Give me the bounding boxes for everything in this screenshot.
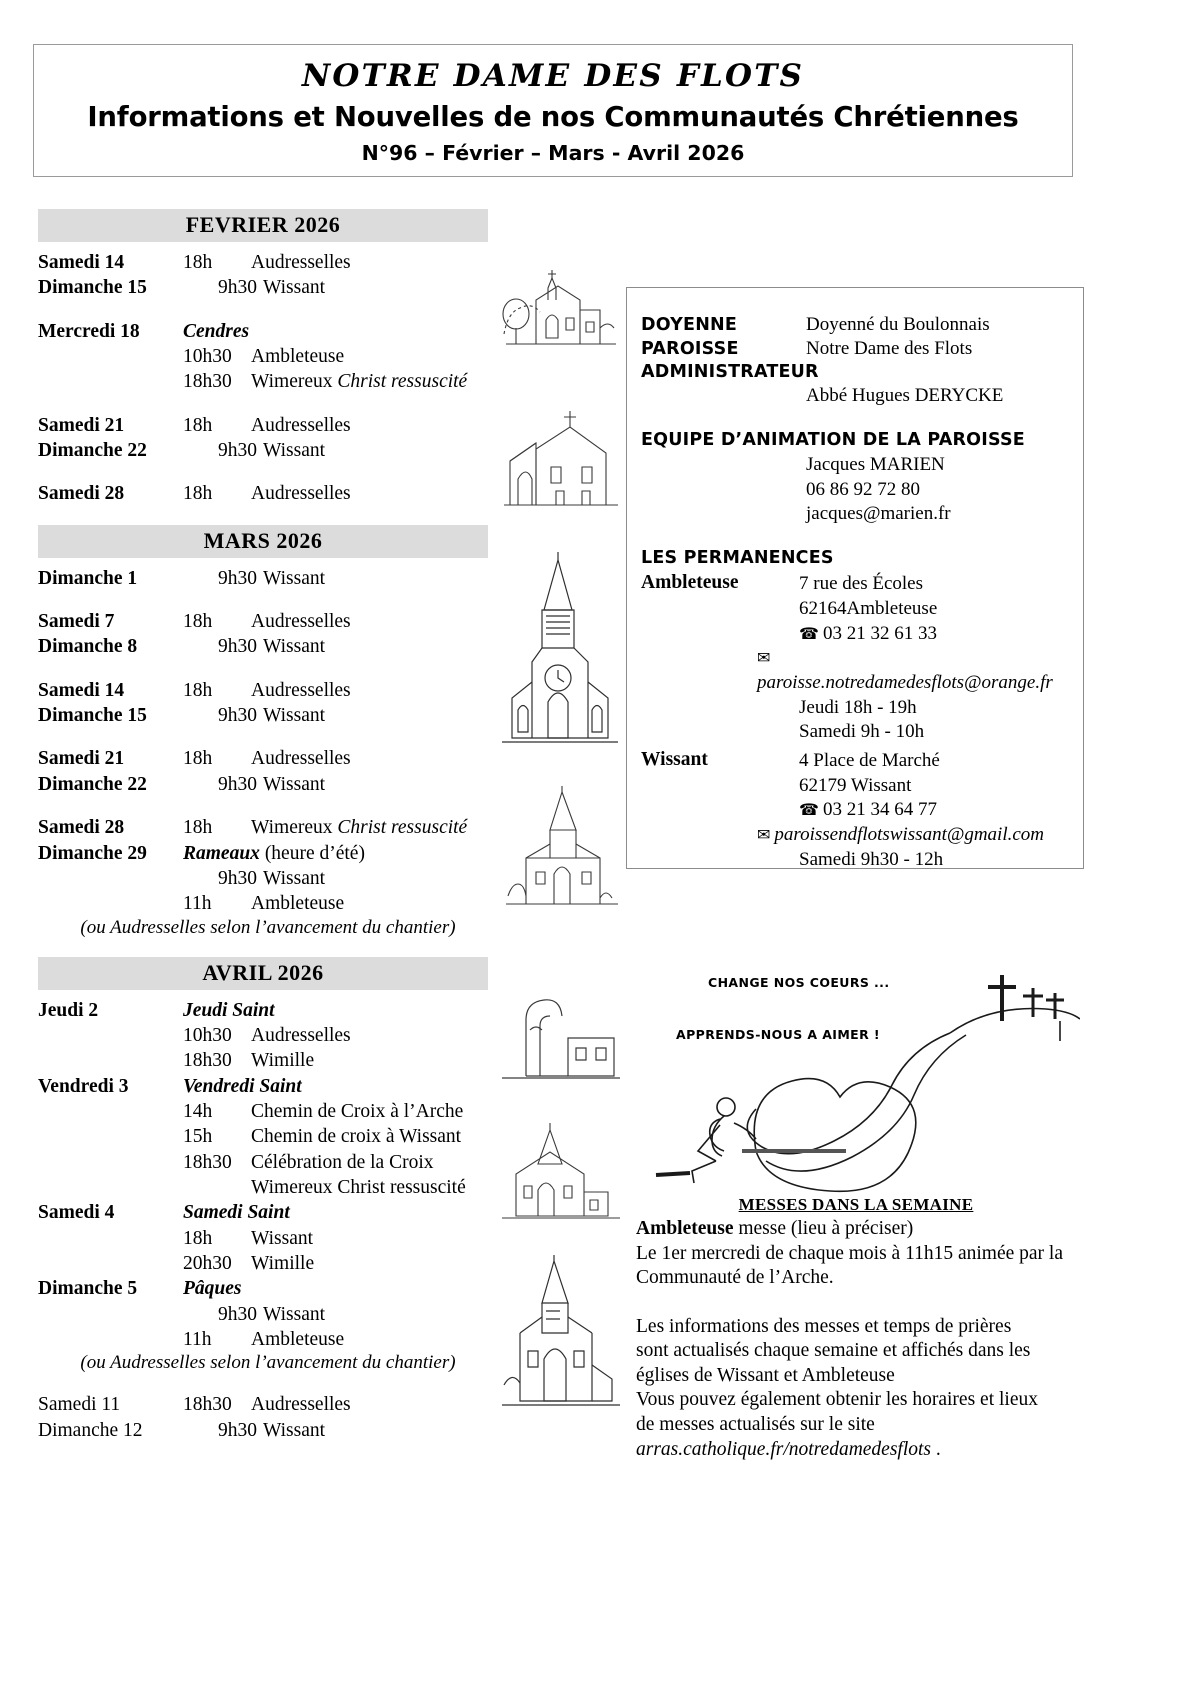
schedule-place: Audresselles (251, 414, 351, 436)
schedule-row (38, 703, 488, 728)
schedule-day: Dimanche 22 (38, 773, 147, 795)
weekly-info-line4: Vous pouvez également obtenir les horaires et lieux (636, 1389, 1038, 1411)
schedule-group (38, 413, 488, 464)
schedule-time: 18h (183, 252, 213, 273)
schedule-time: 18h30 (183, 1050, 232, 1072)
envelope-icon: ✉ (757, 650, 771, 668)
schedule-row (38, 1392, 488, 1417)
schedule-day: Dimanche 12 (38, 1419, 143, 1441)
illustration-caption-left: APPRENDS-NOUS A AIMER ! (676, 1027, 880, 1042)
weekly-mass-section (636, 1195, 1076, 1462)
schedule-feast-suffix: (heure d’été) (259, 842, 365, 864)
schedule-row (38, 250, 488, 275)
schedule-row (38, 866, 488, 891)
masthead (33, 44, 1073, 177)
equipe-line: Jacques MARIEN (806, 454, 945, 476)
weekly-mass-lead-bold: Ambleteuse (636, 1218, 734, 1239)
schedule-row (38, 369, 488, 394)
permanence-address-line2: 62179 Wissant (799, 774, 912, 796)
schedule-time: 10h30 (183, 346, 232, 368)
schedule-day: Dimanche 1 (38, 567, 138, 589)
schedule-time: 15h (183, 1126, 213, 1148)
schedule-place: Wimereux Christ ressuscité (251, 371, 468, 393)
schedule-row (38, 1302, 488, 1327)
permanence-address-line2: 62164Ambleteuse (799, 597, 938, 619)
schedule-row (38, 772, 488, 797)
schedule-time: 9h30 (218, 1303, 257, 1325)
weekly-mass-line2: Le 1er mercredi de chaque mois à 11h15 animée par la (636, 1242, 1064, 1264)
schedule-place: Wimille (251, 1252, 315, 1274)
schedule-feast-title: Vendredi Saint (183, 1075, 302, 1097)
schedule-feast-title: Samedi Saint (183, 1202, 290, 1224)
schedule-place: Wimereux Christ ressuscité (251, 1176, 466, 1198)
schedule-place: Audresselles (251, 748, 351, 770)
heart-path-illustration (650, 955, 1080, 1205)
schedule-day: Jeudi 2 (38, 999, 99, 1021)
month-band: MARS 2026 (38, 525, 488, 558)
permanence-address-line1: 7 rue des Écoles (799, 573, 923, 595)
schedule-place: Ambleteuse (251, 893, 345, 915)
permanence-phone-line (799, 798, 1044, 823)
phone-icon: ☎ (799, 802, 823, 820)
doyenne-value: Doyenné du Boulonnais (806, 314, 990, 335)
schedule-row (38, 609, 488, 634)
weekly-info-line2: sont actualisés chaque semaine et affichés dans les (636, 1340, 1031, 1362)
schedule-row (38, 1099, 488, 1124)
schedule-time: 18h (183, 748, 213, 770)
schedule-time: 18h (183, 414, 213, 436)
schedule-place: Chemin de croix à Wissant (251, 1126, 462, 1148)
permanence-address-line1: 4 Place de Marché (799, 750, 940, 772)
schedule-group (38, 815, 488, 938)
schedule-place: Célébration de la Croix (251, 1151, 434, 1173)
permanence-email-line (757, 646, 1069, 695)
doyenne-label: DOYENNE (641, 315, 738, 335)
schedule-time: 9h30 (218, 1419, 257, 1441)
schedule-place: Wissant (263, 867, 326, 889)
permanence-email[interactable]: paroissendflotswissant@gmail.com (774, 824, 1045, 846)
schedule-row (38, 1048, 488, 1073)
schedule-feast-title: Pâques (183, 1278, 242, 1300)
weekly-mass-lead-rest: messe (lieu à préciser) (733, 1218, 914, 1239)
schedule-group (38, 746, 488, 797)
illustration-caption-top: CHANGE NOS COEURS ... (708, 975, 890, 990)
schedule-row (38, 678, 488, 703)
schedule-row (38, 1124, 488, 1149)
permanence-phone: 03 21 34 64 77 (822, 799, 937, 821)
schedule-feast-title: Rameaux (183, 842, 260, 864)
page-subtitle: Informations et Nouvelles de nos Communautés Chrétiennes (87, 101, 1019, 133)
phone-icon: ☎ (799, 625, 823, 643)
schedule-place-note: Christ ressuscité (332, 817, 468, 839)
church-sketch-6 (496, 1255, 624, 1415)
schedule-row (38, 1251, 488, 1276)
permanence-name: Ambleteuse (641, 572, 739, 594)
schedule-row (38, 841, 488, 866)
schedule-day: Samedi 21 (38, 748, 125, 770)
schedule-time: 18h (183, 483, 213, 505)
schedule-row (38, 1200, 488, 1225)
weekly-info-line3: églises de Wissant et Ambleteuse (636, 1364, 895, 1386)
issue-line: N°96 – Février – Mars - Avril 2026 (361, 141, 745, 165)
schedule-place: Wissant (251, 1227, 314, 1249)
permanences-label: LES PERMANENCES (641, 548, 834, 569)
permanence-name: Wissant (641, 749, 708, 771)
schedule-group (38, 566, 488, 591)
schedule-group (38, 998, 488, 1375)
weekly-info-site-line (636, 1438, 1076, 1463)
website-link[interactable]: arras.catholique.fr/notredamedesflots (636, 1438, 932, 1460)
schedule-time: 18h30 (183, 1151, 232, 1173)
schedule-time: 14h (183, 1100, 213, 1122)
schedule-place: Chemin de Croix à l’Arche (251, 1100, 464, 1122)
church-sketch-3 (496, 552, 624, 752)
schedule-feast-title: Cendres (183, 320, 250, 342)
equipe-label: EQUIPE D’ANIMATION DE LA PAROISSE (641, 430, 1025, 451)
schedule-time: 18h (183, 679, 213, 701)
schedule-day: Samedi 14 (38, 679, 125, 701)
schedule-day: Samedi 11 (38, 1394, 121, 1416)
schedule-group (38, 678, 488, 729)
permanences-list (641, 572, 1069, 872)
schedule-place: Audresselles (251, 679, 351, 701)
schedule-row (38, 891, 488, 916)
schedule-day: Dimanche 15 (38, 705, 147, 727)
permanence-details (757, 572, 1069, 745)
schedule-row (38, 344, 488, 369)
schedule-note: (ou Audresselles selon l’avancement du chantier) (80, 1352, 456, 1374)
schedule-row (38, 481, 488, 506)
permanence-hours: Samedi 9h - 10h (799, 721, 925, 743)
schedule-day: Mercredi 18 (38, 320, 140, 342)
schedule-row (38, 1327, 488, 1352)
schedule-row (38, 275, 488, 300)
administrateur-value: Abbé Hugues DERYCKE (806, 385, 1004, 406)
schedule-row (38, 634, 488, 659)
parish-info-box (626, 287, 1084, 869)
schedule-row (38, 566, 488, 591)
paroisse-label: PAROISSE (641, 339, 739, 359)
permanence-phone: 03 21 32 61 33 (822, 622, 937, 644)
schedule-feast-title: Jeudi Saint (183, 999, 275, 1021)
permanence-hours: Samedi 9h30 - 12h (799, 848, 944, 870)
schedule-time: 18h30 (183, 1394, 232, 1416)
weekly-mass-title: MESSES DANS LA SEMAINE (738, 1195, 974, 1214)
schedule-row (38, 413, 488, 438)
church-sketch-1 (496, 248, 624, 358)
weekly-mass-line3: Communauté de l’Arche. (636, 1267, 834, 1289)
mass-schedule (38, 209, 488, 1461)
schedule-place: Ambleteuse (251, 346, 345, 368)
schedule-day: Dimanche 5 (38, 1278, 138, 1300)
permanence-details (757, 749, 1045, 872)
permanence-hours: Jeudi 18h - 19h (799, 696, 917, 718)
schedule-day: Samedi 4 (38, 1202, 115, 1224)
schedule-place: Wissant (263, 567, 326, 589)
equipe-line: 06 86 92 72 80 (806, 478, 920, 500)
schedule-time: 9h30 (218, 705, 257, 727)
administrateur-label: ADMINISTRATEUR (641, 362, 819, 382)
schedule-place: Audresselles (251, 483, 351, 505)
schedule-time: 9h30 (218, 867, 257, 889)
schedule-day: Samedi 28 (38, 817, 125, 839)
schedule-time: 9h30 (218, 440, 257, 462)
schedule-place: Wimille (251, 1050, 315, 1072)
schedule-place: Wissant (263, 1303, 326, 1325)
website-suffix: . (931, 1438, 941, 1460)
schedule-group (38, 609, 488, 660)
paroisse-value: Notre Dame des Flots (806, 338, 973, 359)
schedule-day: Dimanche 29 (38, 842, 147, 864)
schedule-note: (ou Audresselles selon l’avancement du chantier) (80, 916, 456, 938)
month-band: AVRIL 2026 (38, 957, 488, 990)
schedule-day: Samedi 14 (38, 252, 125, 273)
church-sketch-2 (496, 405, 624, 515)
schedule-place: Wissant (263, 440, 326, 462)
schedule-row (38, 1074, 488, 1099)
weekly-info-line1: Les informations des messes et temps de prières (636, 1315, 1012, 1337)
schedule-group (38, 1392, 488, 1443)
schedule-row (38, 746, 488, 771)
schedule-row (38, 319, 488, 344)
schedule-group (38, 481, 488, 506)
info-row-administrateur (641, 362, 1069, 382)
schedule-place: Audresselles (251, 611, 351, 633)
schedule-place: Wissant (263, 1419, 326, 1441)
schedule-group (38, 250, 488, 301)
church-sketch-5 (496, 1120, 624, 1230)
schedule-time: 9h30 (218, 636, 257, 658)
equipe-line: jacques@marien.fr (806, 502, 951, 524)
permanence-phone-line (799, 622, 1069, 647)
schedule-place: Audresselles (251, 1394, 351, 1416)
schedule-row (38, 1175, 488, 1200)
schedule-day: Samedi 7 (38, 611, 115, 633)
schedule-day: Dimanche 15 (38, 277, 147, 299)
schedule-row (38, 1226, 488, 1251)
schedule-day: Samedi 28 (38, 483, 125, 505)
permanence-entry (641, 749, 1069, 872)
schedule-group (38, 319, 488, 395)
schedule-row (38, 815, 488, 840)
info-row-doyenne (641, 314, 1069, 336)
permanence-email[interactable]: paroisse.notredamedesflots@orange.fr (757, 672, 1053, 693)
schedule-time: 18h (183, 611, 213, 633)
schedule-place: Wissant (263, 705, 326, 727)
weekly-mass-lead (636, 1217, 1076, 1242)
envelope-icon: ✉ (757, 827, 775, 845)
schedule-row (38, 1418, 488, 1443)
schedule-row (38, 438, 488, 463)
schedule-time: 9h30 (218, 773, 257, 795)
schedule-place: Wissant (263, 636, 326, 658)
schedule-row (38, 1276, 488, 1301)
schedule-day: Samedi 21 (38, 414, 125, 436)
weekly-info-line5: de messes actualisés sur le site (636, 1413, 875, 1435)
schedule-place: Audresselles (251, 1024, 351, 1046)
church-sketch-4 (496, 786, 624, 916)
schedule-day: Vendredi 3 (38, 1075, 129, 1097)
schedule-row (38, 1150, 488, 1175)
schedule-place: Wissant (263, 277, 326, 299)
schedule-time: 9h30 (218, 277, 257, 299)
schedule-place: Wimereux Christ ressuscité (251, 817, 468, 839)
schedule-time: 18h (183, 817, 213, 839)
schedule-day: Dimanche 22 (38, 440, 147, 462)
permanence-email-line (757, 823, 1044, 848)
schedule-row (38, 998, 488, 1023)
info-row-paroisse (641, 338, 1069, 360)
schedule-time: 18h30 (183, 371, 232, 393)
schedule-day: Dimanche 8 (38, 636, 138, 658)
schedule-time: 11h (183, 1329, 212, 1350)
permanence-entry (641, 572, 1069, 745)
schedule-place: Audresselles (251, 252, 351, 273)
equipe-lines (641, 453, 1069, 526)
page-title: NOTRE DAME DES FLOTS (301, 58, 805, 94)
schedule-time: 20h30 (183, 1252, 232, 1274)
schedule-place: Ambleteuse (251, 1329, 345, 1350)
schedule-time: 18h (183, 1227, 213, 1249)
month-band: FEVRIER 2026 (38, 209, 488, 242)
schedule-time: 9h30 (218, 567, 257, 589)
schedule-place: Wissant (263, 773, 326, 795)
schedule-time: 10h30 (183, 1024, 232, 1046)
schedule-place-note: Christ ressuscité (332, 371, 468, 393)
schedule-time: 11h (183, 893, 212, 915)
schedule-row (38, 1023, 488, 1048)
bell-tower-sketch (496, 990, 624, 1080)
